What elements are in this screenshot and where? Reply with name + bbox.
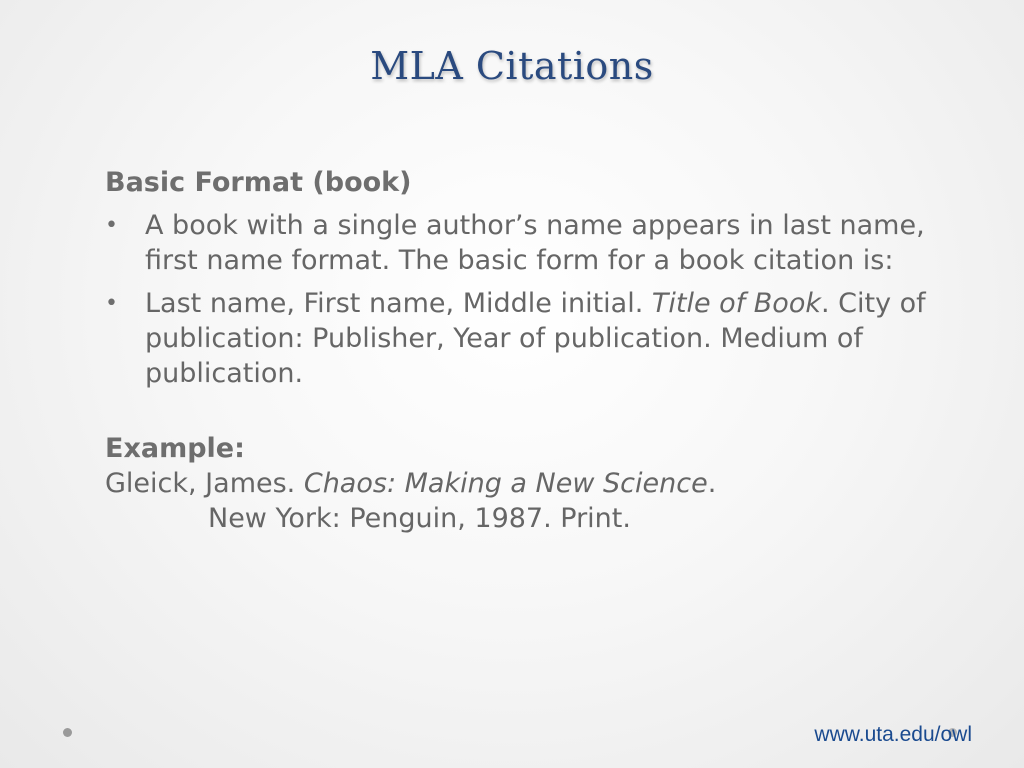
bullet-2-text-end: . City of publication: Publisher, Year of publication. Medium of publication. xyxy=(145,288,926,389)
example-citation-line-1 xyxy=(105,466,935,501)
example-citation-line-2: New York: Penguin, 1987. Print. xyxy=(208,503,631,534)
slide-content xyxy=(105,165,935,536)
example-heading: Example: xyxy=(105,433,245,464)
bullet-icon: • xyxy=(105,213,118,238)
slide-title: MLA Citations xyxy=(370,44,654,88)
example-book-title: Chaos: Making a New Science xyxy=(303,468,708,499)
bullet-item-1 xyxy=(105,208,935,278)
basic-format-heading: Basic Format (book) xyxy=(105,167,412,198)
example-period: . xyxy=(707,468,717,499)
bullet-2-text-start: Last name, First name, Middle initial. xyxy=(145,288,652,319)
bullet-icon: • xyxy=(105,291,118,316)
bullet-2-title-placeholder: Title of Book xyxy=(651,288,821,319)
bullet-item-2 xyxy=(105,286,935,391)
decorative-dot-left xyxy=(63,728,72,737)
bullet-1-text: A book with a single author’s name appears in last name, first name format. The basic form for a book citation is: xyxy=(145,210,925,276)
footer-url-link[interactable]: www.uta.edu/owl xyxy=(814,723,972,746)
example-author: Gleick, James. xyxy=(105,468,304,499)
